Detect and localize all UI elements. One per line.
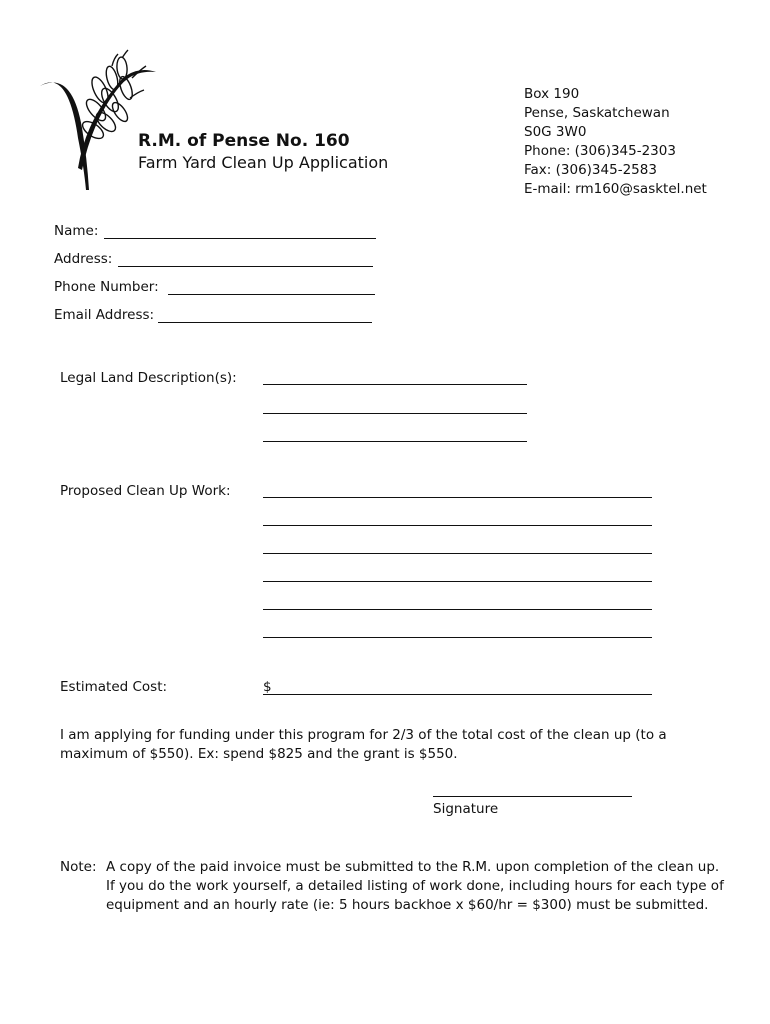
signature-line[interactable] <box>433 796 632 797</box>
phone-label: Phone Number: <box>54 279 159 295</box>
note-label: Note: <box>60 859 97 875</box>
estimated-cost-label: Estimated Cost: <box>60 679 168 695</box>
legal-land-label: Legal Land Description(s): <box>60 370 237 386</box>
legal-land-input-line[interactable] <box>263 441 527 442</box>
signature-label: Signature <box>433 801 499 817</box>
legal-land-input-line[interactable] <box>263 384 527 385</box>
contact-address-block <box>524 85 707 199</box>
address-line: Box 190 <box>524 86 580 102</box>
address-line: Phone: (306)345-2303 <box>524 143 676 159</box>
form-title: Farm Yard Clean Up Application <box>138 153 389 172</box>
org-name: R.M. of Pense No. 160 <box>138 131 350 151</box>
funding-statement: I am applying for funding under this program for 2/3 of the total cost of the clean up (to a maximum of $550). Ex: spend $825 and the grant is $550. <box>60 727 667 762</box>
email-input-line[interactable] <box>158 322 372 323</box>
address-line: Fax: (306)345-2583 <box>524 162 657 178</box>
address-line: Pense, Saskatchewan <box>524 105 670 121</box>
legal-land-input-line[interactable] <box>263 413 527 414</box>
name-input-line[interactable] <box>104 238 376 239</box>
estimated-cost-input-line[interactable] <box>263 694 652 695</box>
proposed-work-label: Proposed Clean Up Work: <box>60 483 231 499</box>
proposed-work-input-line[interactable] <box>263 637 652 638</box>
email-label: Email Address: <box>54 307 155 323</box>
proposed-work-input-line[interactable] <box>263 609 652 610</box>
proposed-work-input-line[interactable] <box>263 497 652 498</box>
address-line: E-mail: rm160@sasktel.net <box>524 181 707 197</box>
address-input-line[interactable] <box>118 266 373 267</box>
currency-symbol: $ <box>263 679 272 695</box>
proposed-work-input-line[interactable] <box>263 581 652 582</box>
address-line: S0G 3W0 <box>524 124 587 140</box>
proposed-work-input-line[interactable] <box>263 553 652 554</box>
phone-input-line[interactable] <box>168 294 375 295</box>
proposed-work-input-line[interactable] <box>263 525 652 526</box>
address-label: Address: <box>54 251 113 267</box>
name-label: Name: <box>54 223 99 239</box>
note-text: A copy of the paid invoice must be submitted to the R.M. upon completion of the clean up. If you do the work yourself, a detailed listing of work done, including hours for each type of equipment and an hourly rate (ie: 5 hours backhoe x $60/hr = $300) must be submitted. <box>106 859 724 913</box>
